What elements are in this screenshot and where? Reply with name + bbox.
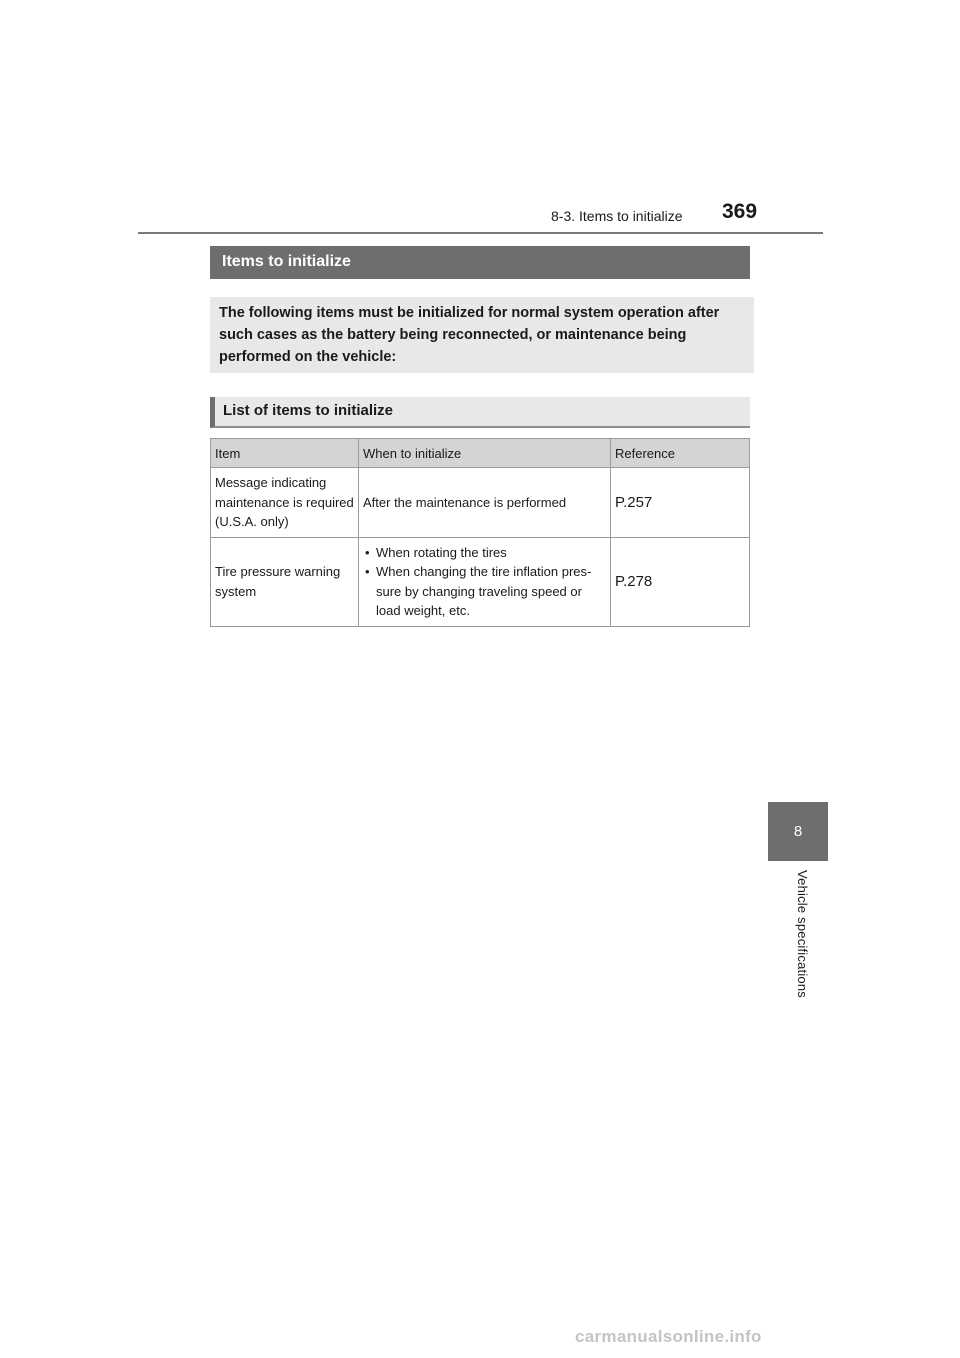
table-row	[211, 537, 750, 626]
items-table	[210, 438, 750, 627]
intro-text: The following items must be initialized for normal system operation after such cases as the battery being reconnected, or maintenance being performed on the vehicle:	[210, 297, 754, 373]
section-title: Items to initialize	[210, 246, 750, 279]
table-header-row	[211, 439, 750, 468]
page-number: 369	[722, 200, 758, 223]
table-row	[211, 468, 750, 538]
when-cell: After the maintenance is performed	[359, 468, 611, 538]
watermark: carmanualsonline.info	[575, 1327, 762, 1346]
item-cell: Message indicating maintenance is required (U.S.A. only)	[211, 468, 359, 538]
item-cell: Tire pressure warning system	[211, 537, 359, 626]
subsection-title: List of items to initialize	[210, 397, 750, 428]
header-section-title: 8-3. Items to initialize	[551, 208, 683, 224]
chapter-label: Vehicle specifications	[795, 870, 810, 998]
column-header-when: When to initialize	[359, 439, 611, 468]
when-cell	[359, 537, 611, 626]
reference-link[interactable]: P.278	[611, 537, 750, 626]
bullet-list	[363, 543, 606, 621]
chapter-tab[interactable]: 8	[768, 802, 828, 861]
reference-link[interactable]: P.257	[611, 468, 750, 538]
bullet-item: • When rotating the tires	[363, 543, 606, 563]
bullet-item: • When changing the tire inflation pres-sure by changing traveling speed or load weight, etc.	[363, 562, 606, 621]
column-header-reference: Reference	[611, 439, 750, 468]
column-header-item: Item	[211, 439, 359, 468]
header-divider	[138, 232, 823, 234]
